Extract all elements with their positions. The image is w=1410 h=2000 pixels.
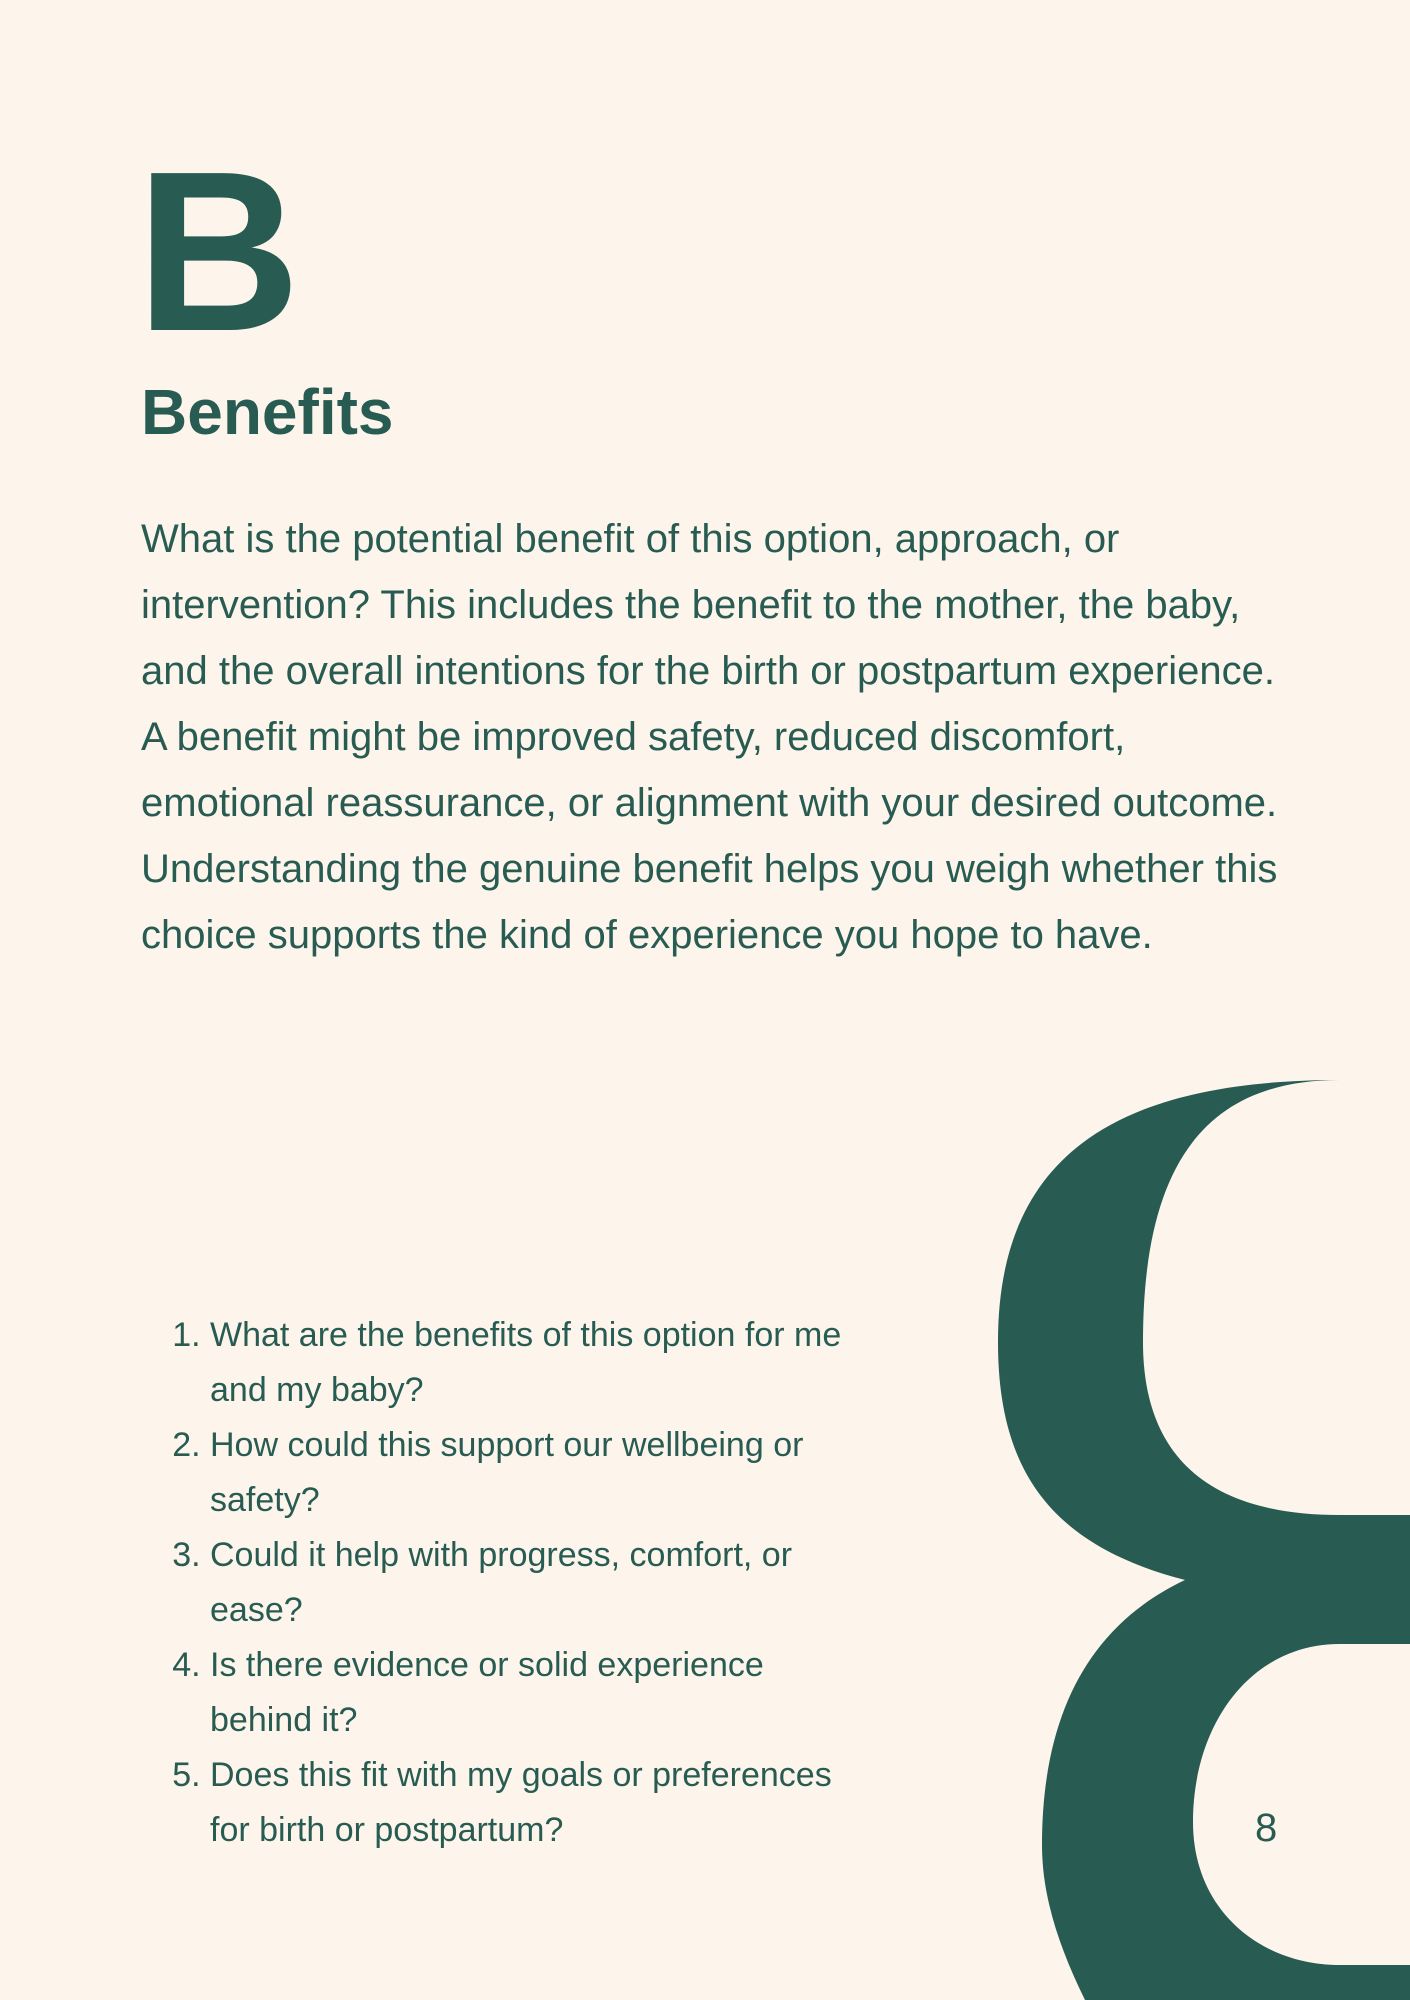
list-item: 4. Is there evidence or solid experience behind it? (210, 1638, 870, 1748)
list-item: 5. Does this fit with my goals or preferences for birth or postpartum? (210, 1748, 870, 1858)
list-item: 1. What are the benefits of this option for me and my baby? (210, 1308, 870, 1418)
page-title: Benefits (141, 376, 394, 448)
intro-paragraph: What is the potential benefit of this option, approach, or intervention? This includes the benefit to the mother, the baby, and the overall intentions for the birth or postpartum experience. A benefit might be improved safety, reduced discomfort, emotional reassurance, or alignment with your desired outcome. Understanding the genuine benefit helps you weigh whether this choice supports the kind of experience you hope to have. (141, 517, 1278, 957)
list-item: 2. How could this support our wellbeing or safety? (210, 1418, 870, 1528)
list-item: 3. Could it help with progress, comfort, or ease? (210, 1528, 870, 1638)
section-letter: B (136, 125, 301, 379)
page-number: 8 (1255, 1806, 1278, 1850)
questions-list (170, 1308, 870, 1858)
